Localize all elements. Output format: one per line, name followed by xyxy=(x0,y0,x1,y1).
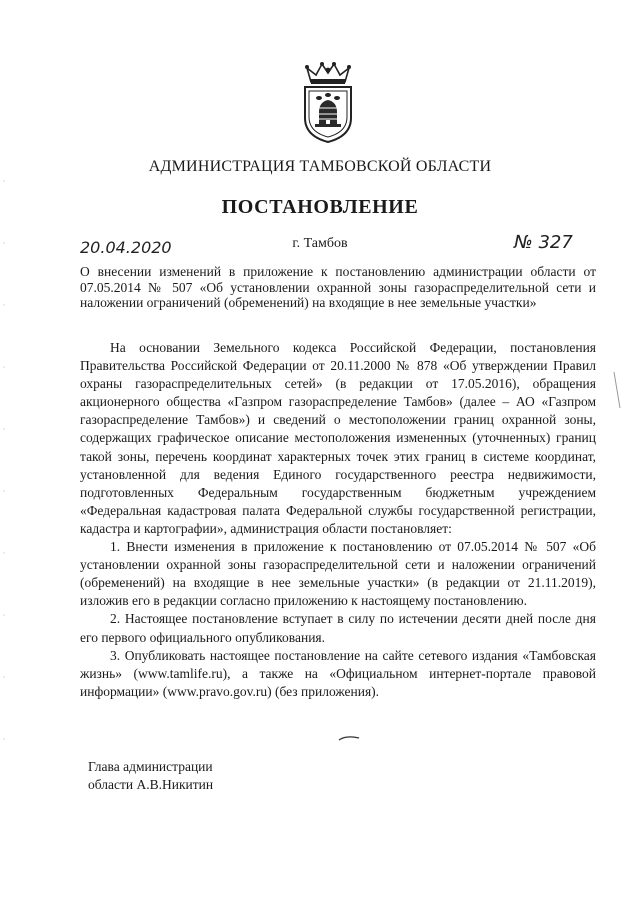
signature-mark-icon xyxy=(338,734,360,742)
tambov-coat-of-arms-icon xyxy=(297,62,359,144)
signature-position: Глава администрации xyxy=(88,759,213,774)
signature-block xyxy=(88,758,213,794)
organization-title: АДМИНИСТРАЦИЯ ТАМБОВСКОЙ ОБЛАСТИ xyxy=(148,158,492,175)
document-body xyxy=(80,339,596,701)
body-item-1: 1. Внести изменения в приложение к постановлению от 07.05.2014 № 507 «Об установлении охранной зоны газораспределительной сети и наложении ограничений (обременений) на входящие в нее земельные участки» (в редакции от 21.11.2019), изложив его в редакции согласно приложению к настоящему постановлению. xyxy=(80,539,596,609)
scan-artifact-left xyxy=(2,180,6,800)
document-city: г. Тамбов xyxy=(292,236,348,251)
document-type-title: ПОСТАНОВЛЕНИЕ xyxy=(221,196,419,218)
body-item-3: 3. Опубликовать настоящее постановление на сайте сетевого издания «Тамбовская жизнь» (www.tamlife.ru), а также на «Официальном интернет-портале правовой информации» (www.pravo.gov.ru) (без приложения). xyxy=(80,647,596,699)
body-preamble: На основании Земельного кодекса Российской Федерации, постановления Правительства Российской Федерации от 20.11.2000 № 878 «Об утверждении Правил охраны газораспределительных сетей» (в редакции от 17.05.2016), обращения акционерного общества «Газпром газораспределение Тамбов» (далее – АО «Газпром газораспределение Тамбов») и сведений о местоположении границ охранной зоны, содержащих графическое описание местоположения измененных (уточненных) границ такой зоны, перечень координат характерных точек этих границ в системе координат, установленной для ведения Единого государственного реестра недвижимости, подготовленных Федеральным государственным бюджетным учреждением «Федеральная кадастровая палата Федеральной службы государственной регистрации, кадастра и картографии», администрация области постановляет: xyxy=(80,340,596,536)
document-subject: О внесении изменений в приложение к постановлению администрации области от 07.05.2014 № 507 «Об установлении охранной зоны газораспределительной сети и наложении ограничений (обременений) на входящие в нее земельные участки» xyxy=(80,264,596,310)
signature-name: области А.В.Никитин xyxy=(88,777,214,792)
scan-artifact-right xyxy=(612,370,622,410)
document-number: № 327 xyxy=(514,232,573,253)
document-date: 20.04.2020 xyxy=(80,238,172,257)
body-item-2: 2. Настоящее постановление вступает в силу по истечении десяти дней после дня его первого официального опубликования. xyxy=(80,611,596,645)
